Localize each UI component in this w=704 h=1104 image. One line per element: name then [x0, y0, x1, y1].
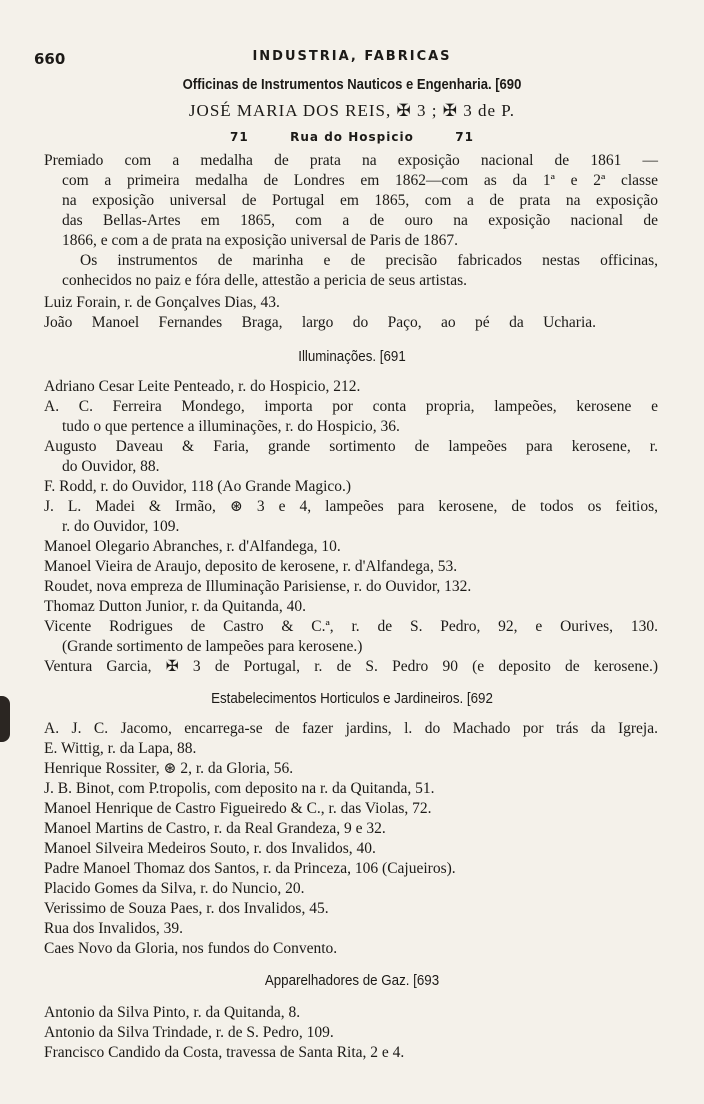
list-item: Caes Novo da Gloria, nos fundos do Convento.	[44, 940, 338, 957]
paragraph-line: com a primeira medalha de Londres em 1862—com as da 1ª e 2ª classe	[62, 172, 658, 189]
list-item: Placido Gomes da Silva, r. do Nuncio, 20.	[44, 880, 305, 897]
list-item: Roudet, nova empreza de Illuminação Parisiense, r. do Ouvidor, 132.	[44, 578, 472, 595]
list-item: Luiz Forain, r. de Gonçalves Dias, 43.	[44, 294, 280, 311]
list-item: Manoel Martins de Castro, r. da Real Grandeza, 9 e 32.	[44, 820, 386, 837]
paragraph-line: Premiado com a medalha de prata na exposição nacional de 1861 —	[44, 152, 658, 169]
list-item: Verissimo de Souza Paes, r. dos Invalidos, 45.	[44, 900, 329, 917]
list-item-continuation: r. do Ouvidor, 109.	[62, 518, 180, 535]
list-item: Adriano Cesar Leite Penteado, r. do Hospicio, 212.	[44, 378, 361, 395]
list-item: Manoel Olegario Abranches, r. d'Alfandega, 10.	[44, 538, 341, 555]
list-item: Thomaz Dutton Junior, r. da Quitanda, 40.	[44, 598, 306, 615]
list-item-continuation: (Grande sortimento de lampeões para kerosene.)	[62, 638, 363, 655]
list-item: Rua dos Invalidos, 39.	[44, 920, 184, 937]
section-heading-nauticos: Officinas de Instrumentos Nauticos e Engenharia. [690	[182, 77, 522, 93]
ink-blot	[0, 696, 10, 742]
firm-name-line: JOSÉ MARIA DOS REIS, ✠ 3 ; ✠ 3 de P.	[188, 101, 516, 120]
list-item: J. B. Binot, com P.tropolis, com deposito na r. da Quitanda, 51.	[44, 780, 435, 797]
list-item: Ventura Garcia, ✠ 3 de Portugal, r. de S. Pedro 90 (e deposito de kerosene.)	[44, 658, 658, 675]
list-item: J. L. Madei & Irmão, ⊛ 3 e 4, lampeões para kerosene, de todos os feitios,	[44, 498, 658, 515]
paragraph-line: das Bellas-Artes em 1865, com a de ouro na exposição nacional de	[62, 212, 658, 229]
list-item: E. Wittig, r. da Lapa, 88.	[44, 740, 197, 757]
list-item-continuation: do Ouvidor, 88.	[62, 458, 160, 475]
paragraph-line: Os instrumentos de marinha e de precisão fabricados nestas officinas,	[80, 252, 658, 269]
list-item: Vicente Rodrigues de Castro & C.ª, r. de S. Pedro, 92, e Ourives, 130.	[44, 618, 658, 635]
running-title: INDUSTRIA, FABRICAS	[252, 49, 452, 64]
section-heading-gaz: Apparelhadores de Gaz. [693	[264, 973, 440, 989]
list-item: Henrique Rossiter, ⊛ 2, r. da Gloria, 56.	[44, 760, 294, 777]
list-item: A. J. C. Jacomo, encarrega-se de fazer jardins, l. do Machado por trás da Igreja.	[44, 720, 658, 737]
list-item: A. C. Ferreira Mondego, importa por conta propria, lampeões, kerosene e	[44, 398, 658, 415]
list-item: Francisco Candido da Costa, travessa de Santa Rita, 2 e 4.	[44, 1044, 405, 1061]
firm-street-line: 71 Rua do Hospicio 71	[230, 130, 474, 144]
list-item: Manoel Silveira Medeiros Souto, r. dos Invalidos, 40.	[44, 840, 376, 857]
list-item: Antonio da Silva Trindade, r. de S. Pedro, 109.	[44, 1024, 334, 1041]
page-number: 660	[34, 50, 66, 68]
list-item: Augusto Daveau & Faria, grande sortimento de lampeões para kerosene, r.	[44, 438, 658, 455]
list-item: João Manoel Fernandes Braga, largo do Paço, ao pé da Ucharia.	[44, 314, 596, 331]
list-item: Antonio da Silva Pinto, r. da Quitanda, 8.	[44, 1004, 301, 1021]
list-item: Manoel Henrique de Castro Figueiredo & C., r. das Violas, 72.	[44, 800, 432, 817]
list-item: Manoel Vieira de Araujo, deposito de kerosene, r. d'Alfandega, 53.	[44, 558, 458, 575]
paragraph-line: 1866, e com a de prata na exposição universal de Paris de 1867.	[62, 232, 458, 249]
paragraph-line: na exposição universal de Portugal em 1865, com a de prata na exposição	[62, 192, 658, 209]
paragraph-line: conhecidos no paiz e fóra delle, attestão a pericia de seus artistas.	[62, 272, 467, 289]
list-item: Padre Manoel Thomaz dos Santos, r. da Princeza, 106 (Cajueiros).	[44, 860, 456, 877]
section-heading-horticulos: Estabelecimentos Horticulos e Jardineiros. [692	[211, 691, 493, 707]
list-item: F. Rodd, r. do Ouvidor, 118 (Ao Grande Magico.)	[44, 478, 352, 495]
section-heading-iluminacoes: Illuminações. [691	[298, 349, 406, 365]
list-item-continuation: tudo o que pertence a illuminações, r. do Hospicio, 36.	[62, 418, 400, 435]
